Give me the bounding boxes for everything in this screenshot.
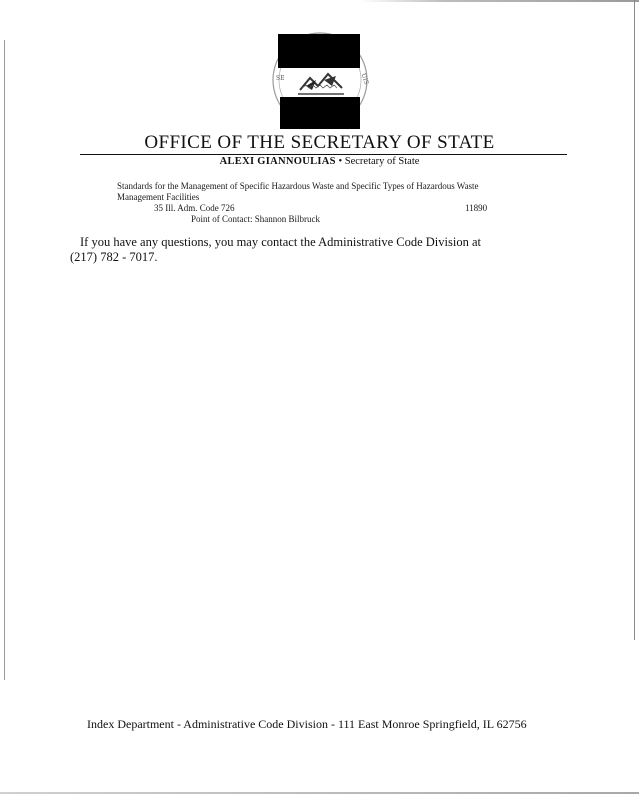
- scan-edge-right: [634, 0, 635, 640]
- adm-code: 35 Ill. Adm. Code 726: [154, 203, 235, 213]
- code-number: 11890: [465, 203, 488, 213]
- separator-bullet: •: [335, 156, 345, 167]
- secretary-line: [0, 156, 639, 167]
- scan-edge-top: [360, 0, 639, 2]
- seal-text-left: SE: [276, 75, 285, 82]
- office-title: OFFICE OF THE SECRETARY OF STATE: [144, 132, 495, 153]
- rule-title-line-1: Standards for the Management of Specific Hazardous Waste and Specific Types of Hazardous Waste: [117, 181, 479, 191]
- point-of-contact: Point of Contact: Shannon Bilbruck: [191, 214, 320, 224]
- secretary-title: Secretary of State: [344, 156, 420, 167]
- redaction-block-bottom: [280, 97, 360, 129]
- rule-title-line-2: Management Facilities: [117, 192, 200, 202]
- title-divider: [80, 154, 567, 155]
- phone-number: (217) 782 - 7017.: [70, 250, 158, 264]
- questions-text: If you have any questions, you may contact the Administrative Code Division at: [80, 235, 481, 249]
- redaction-block-top: [278, 34, 360, 68]
- seal-text-right: UIS: [359, 72, 370, 86]
- footer-address: Index Department - Administrative Code Division - 111 East Monroe Springfield, IL 62756: [87, 717, 527, 731]
- scan-edge-bottom: [0, 792, 639, 794]
- secretary-name: ALEXI GIANNOULIAS: [219, 156, 336, 167]
